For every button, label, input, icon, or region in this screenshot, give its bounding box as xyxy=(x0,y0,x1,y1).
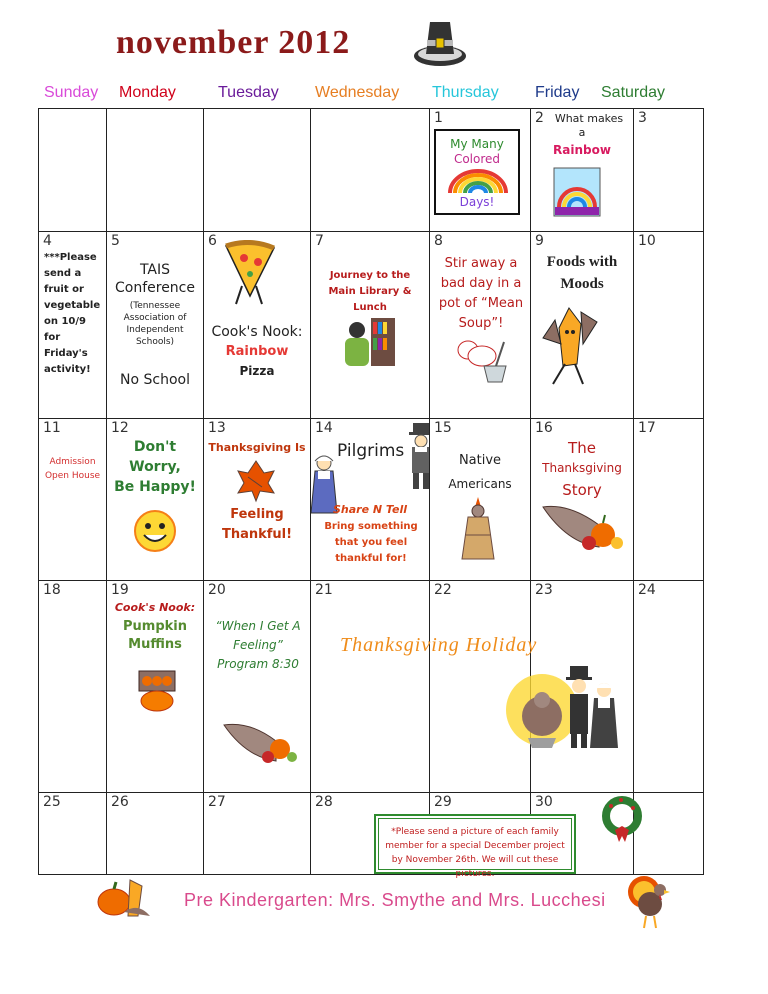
day-number: 25 xyxy=(43,794,61,810)
event-text: Worry, xyxy=(129,459,181,475)
event-text: Americans xyxy=(448,477,512,491)
day-cell[interactable] xyxy=(430,232,531,419)
library-reader-icon xyxy=(341,316,397,368)
day-cell-empty xyxy=(204,109,311,232)
day-number: 10 xyxy=(638,233,656,249)
event-text: Days! xyxy=(459,195,495,209)
day-number: 8 xyxy=(434,233,443,249)
day-number: 24 xyxy=(638,582,656,598)
day-cell[interactable] xyxy=(107,581,204,793)
weekday-thursday: Thursday xyxy=(432,84,499,101)
event-text: Foods with xyxy=(546,254,618,270)
day-number: 23 xyxy=(535,582,553,598)
day-number: 12 xyxy=(111,420,129,436)
event-text: Thankful! xyxy=(221,527,293,542)
holiday-banner: Thanksgiving Holiday xyxy=(340,634,538,656)
weekday-friday: Friday xyxy=(535,84,580,101)
day-cell[interactable] xyxy=(531,232,634,419)
day-cell[interactable] xyxy=(204,232,311,419)
event-text: Pizza xyxy=(239,364,275,378)
day-cell[interactable] xyxy=(531,109,634,232)
teacher-footer: Pre Kindergarten: Mrs. Smythe and Mrs. Lucchesi xyxy=(184,890,606,910)
event-text: Bring something that you feel thankful for! xyxy=(324,521,418,564)
event-text: Moods xyxy=(560,276,604,292)
event-text: Muffins xyxy=(128,637,182,652)
event-text: Pumpkin xyxy=(123,619,187,634)
day-number: 30 xyxy=(535,794,553,810)
day-cell[interactable] xyxy=(204,419,311,581)
day-number: 3 xyxy=(638,110,647,126)
muffin-tray-icon xyxy=(137,669,177,713)
day-number: 4 xyxy=(43,233,52,249)
day-cell[interactable] xyxy=(430,419,531,581)
day-number: 9 xyxy=(535,233,544,249)
pizza-slice-icon xyxy=(222,240,278,310)
rainbow-icon xyxy=(446,167,510,193)
day-number: 27 xyxy=(208,794,226,810)
day-cell[interactable] xyxy=(311,232,430,419)
smiley-face-icon xyxy=(133,509,177,553)
day-number: 18 xyxy=(43,582,61,598)
day-cell[interactable] xyxy=(39,419,107,581)
day-number: 20 xyxy=(208,582,226,598)
event-text: “When I Get A Feeling” Program 8:30 xyxy=(215,619,301,671)
pilgrims-turkey-icon xyxy=(498,664,622,750)
day-cell[interactable] xyxy=(107,419,204,581)
day-cell[interactable] xyxy=(311,581,430,793)
event-text: Rainbow xyxy=(553,143,611,157)
event-text: Thanksgiving Is xyxy=(208,441,306,454)
event-text: Colored xyxy=(453,152,501,166)
day-number: 26 xyxy=(111,794,129,810)
event-text: Pilgrims xyxy=(337,441,405,461)
day-cell[interactable] xyxy=(39,232,107,419)
book-frame xyxy=(434,129,520,215)
event-text: Don't xyxy=(133,439,177,455)
event-text: TAIS xyxy=(139,262,171,278)
day-cell-empty xyxy=(107,109,204,232)
day-cell[interactable] xyxy=(311,419,430,581)
event-text: Conference xyxy=(114,280,195,296)
day-cell[interactable] xyxy=(634,232,704,419)
day-cell[interactable] xyxy=(430,109,531,232)
day-number: 11 xyxy=(43,420,61,436)
event-text: Share N Tell xyxy=(332,503,407,516)
day-cell-empty xyxy=(39,109,107,232)
day-cell[interactable] xyxy=(634,419,704,581)
event-text: The xyxy=(568,439,596,457)
day-cell[interactable] xyxy=(531,419,634,581)
weekday-monday: Monday xyxy=(119,84,176,101)
event-text: What makes xyxy=(554,112,624,125)
event-text: a xyxy=(578,126,586,139)
notice-box xyxy=(374,814,576,879)
day-number: 29 xyxy=(434,794,452,810)
weekday-wednesday: Wednesday xyxy=(315,84,400,101)
day-number: 15 xyxy=(434,420,452,436)
event-text: Cook's Nook: xyxy=(114,601,196,614)
day-number: 13 xyxy=(208,420,226,436)
day-cell[interactable] xyxy=(204,581,311,793)
notice-text: *Please send a picture of each family member for a special December project by November 26th. We will cut these pictures. xyxy=(378,818,572,870)
day-cell[interactable] xyxy=(634,581,704,793)
event-text: Stir away a bad day in a pot of “Mean Soup”! xyxy=(438,256,524,331)
day-cell[interactable] xyxy=(39,581,107,793)
day-number: 2 xyxy=(535,110,544,126)
pilgrim-hat-icon xyxy=(412,14,468,68)
event-text: Native xyxy=(458,453,502,468)
day-cell[interactable] xyxy=(107,232,204,419)
corn-character-icon xyxy=(541,304,601,388)
event-text: My Many xyxy=(450,137,504,151)
wreath-icon xyxy=(599,796,645,846)
weekday-sunday: Sunday xyxy=(44,84,99,101)
event-text: Be Happy! xyxy=(114,479,196,495)
autumn-leaves-icon xyxy=(236,459,276,503)
day-number: 6 xyxy=(208,233,217,249)
day-cell[interactable] xyxy=(634,109,704,232)
day-cell[interactable] xyxy=(204,793,311,875)
day-number: 17 xyxy=(638,420,656,436)
day-number: 1 xyxy=(434,110,443,126)
day-number: 21 xyxy=(315,582,333,598)
weekday-tuesday: Tuesday xyxy=(218,84,279,101)
day-number: 16 xyxy=(535,420,553,436)
day-number: 19 xyxy=(111,582,129,598)
cornucopia-icon xyxy=(222,717,302,765)
day-number: 7 xyxy=(315,233,324,249)
day-cell[interactable] xyxy=(39,793,107,875)
day-cell[interactable] xyxy=(107,793,204,875)
event-text: Thanksgiving xyxy=(542,461,622,475)
cornucopia-icon xyxy=(539,499,629,553)
event-text: ***Please send a fruit or vegetable on 10/9 for Friday's activity! xyxy=(44,252,101,375)
event-text: Cook's Nook: xyxy=(211,324,303,340)
event-text: Open House xyxy=(44,471,101,481)
pilgrim-man-icon xyxy=(407,423,430,489)
event-text: Admission xyxy=(49,457,96,467)
event-text: (Tennessee Association of Independent Schools) xyxy=(123,301,187,347)
event-text: No School xyxy=(120,372,190,388)
native-american-figure-icon xyxy=(458,495,498,561)
day-number: 14 xyxy=(315,420,333,436)
rainbow-picture-icon xyxy=(553,167,601,217)
event-text: Rainbow xyxy=(225,344,289,359)
pumpkin-corn-icon xyxy=(94,872,152,922)
event-text: Feeling xyxy=(230,507,284,522)
day-number: 28 xyxy=(315,794,333,810)
page-title: november 2012 xyxy=(116,24,351,61)
day-number: 5 xyxy=(111,233,120,249)
calendar-grid xyxy=(38,108,704,875)
turkey-icon xyxy=(622,870,672,930)
event-text: Journey to the Main Library & Lunch xyxy=(328,270,412,313)
day-cell-empty xyxy=(311,109,430,232)
weekday-saturday: Saturday xyxy=(601,84,666,101)
mouse-soup-icon xyxy=(448,336,512,386)
event-text: Story xyxy=(562,481,602,499)
day-number: 22 xyxy=(434,582,452,598)
